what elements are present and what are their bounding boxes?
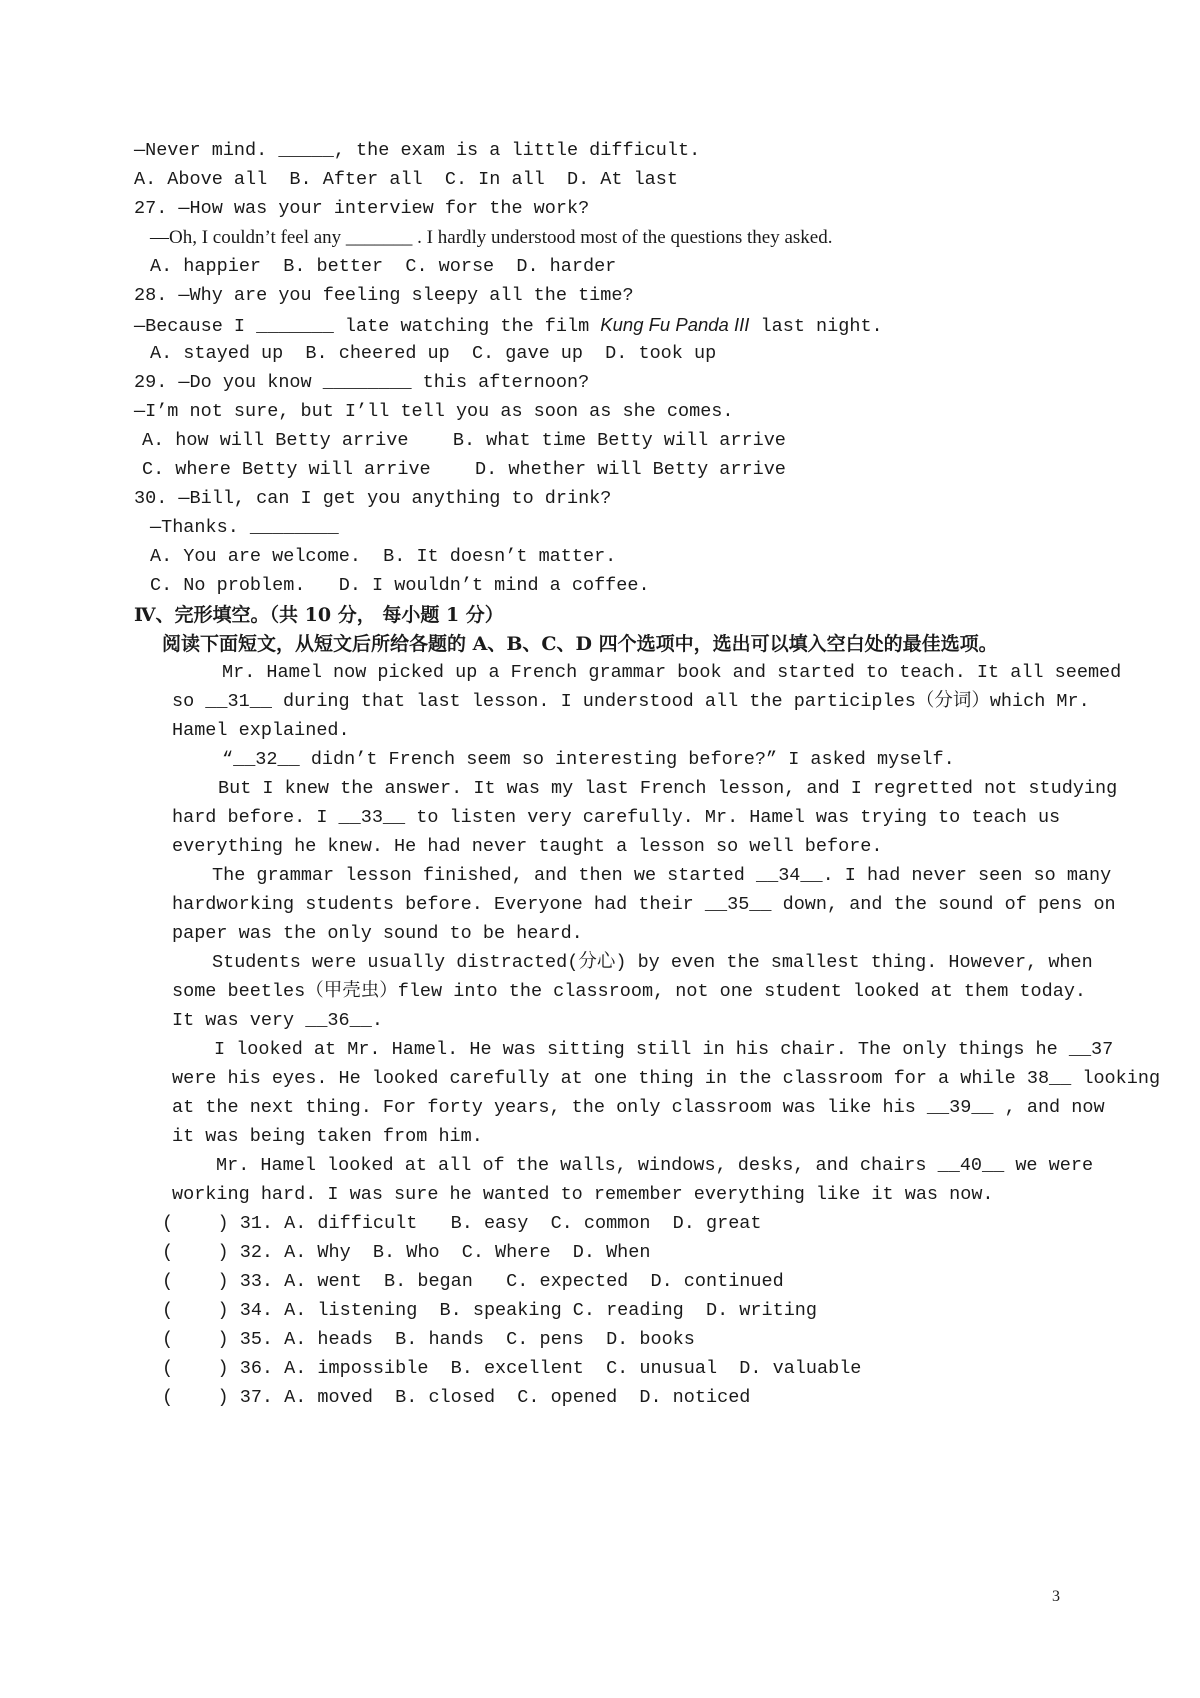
answer-row-31: ( ) 31. A. difficult B. easy C. common D. great: [162, 1213, 762, 1234]
q30-options-cd: C. No problem. D. I wouldn’t mind a coffee.: [150, 575, 650, 596]
q28-reply: [134, 314, 883, 338]
passage-p6-line2: were his eyes. He looked carefully at one thing in the classroom for a while 38__ looking: [172, 1068, 1161, 1089]
q30-options-ab: A. You are welcome. B. It doesn’t matter.: [150, 546, 617, 567]
q29-options-cd: C. where Betty will arrive D. whether will Betty arrive: [142, 459, 786, 480]
passage-p4-line1: The grammar lesson finished, and then we started __34__. I had never seen so many: [212, 865, 1112, 886]
passage-p5-line1: Students were usually distracted(分心) by even the smallest thing. However, when: [212, 952, 1093, 973]
answer-row-34: ( ) 34. A. listening B. speaking C. reading D. writing: [162, 1300, 818, 1321]
passage-p2-line1: “__32__ didn’t French seem so interesting before?” I asked myself.: [222, 749, 955, 770]
answer-row-32: ( ) 32. A. Why B. Who C. Where D. When: [162, 1242, 651, 1263]
passage-p4-line2: hardworking students before. Everyone had their __35__ down, and the sound of pens on: [172, 894, 1116, 915]
q28-reply-before: —Because I _______ late watching the film: [134, 316, 601, 337]
q30-question: 30. —Bill, can I get you anything to drink?: [134, 488, 612, 509]
passage-p4-line3: paper was the only sound to be heard.: [172, 923, 583, 944]
passage-p1-line3: Hamel explained.: [172, 720, 350, 741]
q28-question: 28. —Why are you feeling sleepy all the time?: [134, 285, 634, 306]
passage-p6-line1: I looked at Mr. Hamel. He was sitting still in his chair. The only things he __37: [214, 1039, 1114, 1060]
q28-film-title: Kung Fu Panda III: [600, 314, 750, 335]
q28-options: A. stayed up B. cheered up C. gave up D. took up: [150, 343, 717, 364]
passage-p1-line2: so __31__ during that last lesson. I understood all the participles（分词）which Mr.: [172, 691, 1090, 712]
section-instruction: 阅读下面短文，从短文后所给各题的 A、B、C、D 四个选项中，选出可以填入空白处的最佳选项。: [162, 633, 998, 655]
passage-p3-line3: everything he knew. He had never taught a lesson so well before.: [172, 836, 883, 857]
answer-row-36: ( ) 36. A. impossible B. excellent C. unusual D. valuable: [162, 1358, 862, 1379]
q26-reply: —Never mind. _____, the exam is a little difficult.: [134, 140, 701, 161]
answer-row-35: ( ) 35. A. heads B. hands C. pens D. books: [162, 1329, 695, 1350]
passage-p6-line3: at the next thing. For forty years, the only classroom was like his __39__ , and now: [172, 1097, 1105, 1118]
passage-p3-line1: But I knew the answer. It was my last French lesson, and I regretted not studying: [218, 778, 1118, 799]
q27-question: 27. —How was your interview for the work?: [134, 198, 590, 219]
passage-p3-line2: hard before. I __33__ to listen very carefully. Mr. Hamel was trying to teach us: [172, 807, 1061, 828]
passage-p7-line1: Mr. Hamel looked at all of the walls, windows, desks, and chairs __40__ we were: [216, 1155, 1094, 1176]
answer-row-33: ( ) 33. A. went B. began C. expected D. continued: [162, 1271, 784, 1292]
answer-row-37: ( ) 37. A. moved B. closed C. opened D. noticed: [162, 1387, 751, 1408]
passage-p5-line2: some beetles（甲壳虫）flew into the classroom, not one student looked at them today.: [172, 981, 1087, 1002]
q30-reply: —Thanks. ________: [150, 517, 339, 538]
passage-p1-line1: Mr. Hamel now picked up a French grammar book and started to teach. It all seemed: [222, 662, 1122, 683]
passage-p6-line4: it was being taken from him.: [172, 1126, 483, 1147]
q29-question: 29. —Do you know ________ this afternoon?: [134, 372, 590, 393]
q27-reply: —Oh, I couldn’t feel any _______ . I hardly understood most of the questions they asked.: [150, 227, 833, 248]
q29-reply: —I’m not sure, but I’ll tell you as soon as she comes.: [134, 401, 734, 422]
section-heading: Ⅳ、完形填空。（共 10 分， 每小题 1 分）: [134, 604, 504, 626]
q26-options: A. Above all B. After all C. In all D. At last: [134, 169, 678, 190]
q28-reply-after: last night.: [749, 316, 883, 337]
passage-p7-line2: working hard. I was sure he wanted to remember everything like it was now.: [172, 1184, 994, 1205]
passage-p5-line3: It was very __36__.: [172, 1010, 383, 1031]
q27-options: A. happier B. better C. worse D. harder: [150, 256, 617, 277]
q29-options-ab: A. how will Betty arrive B. what time Betty will arrive: [142, 430, 786, 451]
page-number: 3: [1052, 1588, 1060, 1605]
